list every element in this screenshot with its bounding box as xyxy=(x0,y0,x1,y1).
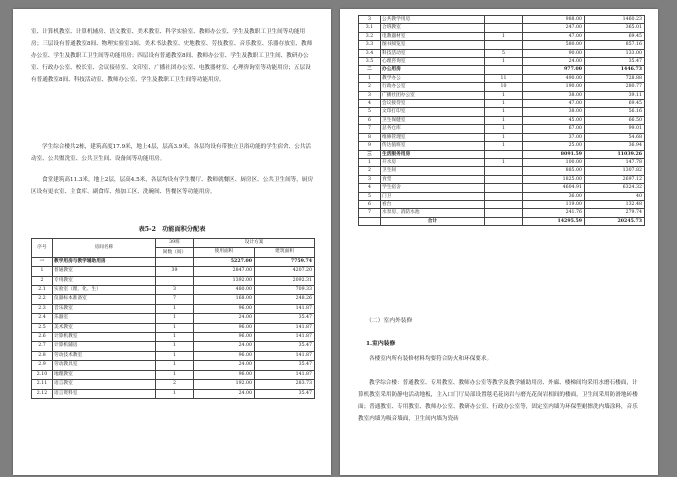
cell-build-area: 857.16 xyxy=(585,41,645,49)
cell-build-area: 248.26 xyxy=(255,295,315,304)
cell-name: 电教器材室 xyxy=(381,32,485,40)
cell-seq: 三 xyxy=(359,150,381,158)
cell-seq: 2.10 xyxy=(32,370,53,379)
cell-count: 1 xyxy=(485,100,523,108)
cell-use-area: 977.00 xyxy=(523,66,585,74)
cell-use-area: 96.00 xyxy=(194,370,255,379)
cell-name: 合班教室 xyxy=(381,24,485,32)
cell-name: 图书阅览室 xyxy=(381,41,485,49)
cell-seq: 3 xyxy=(359,91,381,99)
cell-name: 语言资料室 xyxy=(53,389,156,398)
table-row xyxy=(359,116,645,124)
cell-name: 教学用房与教学辅助用房 xyxy=(53,257,156,266)
cell-build-area: 2092.31 xyxy=(255,276,315,285)
table-row xyxy=(32,276,315,285)
cell-seq: 5 xyxy=(359,192,381,200)
table-row xyxy=(32,370,315,379)
cell-name: 合计 xyxy=(381,217,485,225)
cell-name: 办公用房 xyxy=(381,66,485,74)
cell-count xyxy=(485,184,523,192)
cell-seq: 7 xyxy=(359,209,381,217)
table-row xyxy=(359,32,645,40)
cell-use-area: 988.00 xyxy=(523,16,585,24)
header-design: 设计方案 xyxy=(194,239,315,248)
cell-name: 音乐教室 xyxy=(53,304,156,313)
cell-count: 1 xyxy=(485,116,523,124)
body-paragraph xyxy=(358,353,641,365)
header-class-count: 39班 xyxy=(156,239,194,248)
cell-build-area: 279.74 xyxy=(585,209,645,217)
header-use-area: 使用面积 xyxy=(194,248,255,257)
body-paragraph-text: 教学综合楼：普通教室、专用教室、教师办公室等教学及教学辅助用房、外廊、楼梯间均采用水磨石楼面，计算机教室采用防静电活动地板，主入口门厅局部设置毯毛花岗岩与磨光花岗岩相间的楼面，卫生间采用防滑地砖楼面；普通教室、专用教室、教师办公室、教研办公室、行政办公室等，固定室内墙为环保型耐擦洗内墙涂料，音乐教室内墙为吸音墙面，卫生间内墙为瓷砖 xyxy=(358,380,638,422)
cell-build-area: 141.87 xyxy=(255,333,315,342)
table-row xyxy=(32,267,315,276)
cell-build-area: 66.50 xyxy=(585,116,645,124)
cell-count xyxy=(485,66,523,74)
cell-build-area: 1460.23 xyxy=(585,16,645,24)
cell-name: 广播社团办公室 xyxy=(381,91,485,99)
cell-use-area: 24.00 xyxy=(194,314,255,323)
cell-name: 计算机教室 xyxy=(53,333,156,342)
function-area-table xyxy=(31,238,315,399)
table-row xyxy=(359,192,645,200)
cell-build-area: 35.47 xyxy=(255,389,315,398)
cell-seq xyxy=(359,217,381,225)
table-row xyxy=(359,41,645,49)
cell-seq: 2.12 xyxy=(32,389,53,398)
body-paragraph xyxy=(31,141,314,165)
cell-name: 维修管理室 xyxy=(381,133,485,141)
table-row xyxy=(359,49,645,57)
cell-name: 美术教室 xyxy=(53,323,156,332)
cell-name: 专用教室 xyxy=(53,276,156,285)
cell-build-area: 141.87 xyxy=(255,351,315,360)
cell-count: 5 xyxy=(485,49,523,57)
cell-use-area: 47.00 xyxy=(523,100,585,108)
cell-build-area: 133.00 xyxy=(585,49,645,57)
cell-use-area: 247.00 xyxy=(523,24,585,32)
cell-name: 教学办公 xyxy=(381,74,485,82)
cell-build-area: 11039.26 xyxy=(585,150,645,158)
cell-name: 总务仓库 xyxy=(381,125,485,133)
table-row xyxy=(32,380,315,389)
cell-use-area: 38.00 xyxy=(523,91,585,99)
cell-name: 卫生保健室 xyxy=(381,116,485,124)
cell-use-area: 96.00 xyxy=(194,351,255,360)
cell-build-area: 4207.20 xyxy=(255,267,315,276)
cell-count xyxy=(485,200,523,208)
cell-build-area: 69.45 xyxy=(585,32,645,40)
cell-count: 1 xyxy=(156,314,194,323)
table-row xyxy=(32,361,315,370)
cell-build-area: 20245.73 xyxy=(585,217,645,225)
table-row xyxy=(32,304,315,313)
table-caption: 表5-2 功能面积分配表 xyxy=(138,226,206,233)
body-paragraph-text: 学生综合楼共2栋，建筑高度17.9米，地上4层，层高3.9米，各层均设有带独立卫浴功能的学生宿舍、公共活动室、公共盥洗室、公共卫生间、设备间等功能用房。 xyxy=(31,144,312,162)
cell-name: 门卫 xyxy=(381,192,485,200)
cell-build-area: 40 xyxy=(585,192,645,200)
cell-count: 39 xyxy=(156,267,194,276)
cell-name: 文印打印室 xyxy=(381,108,485,116)
cell-build-area: 141.87 xyxy=(255,323,315,332)
cell-seq: 2.3 xyxy=(32,304,53,313)
table-row xyxy=(359,66,645,74)
header-name: 房间名称 xyxy=(53,239,156,258)
table-row xyxy=(359,83,645,91)
cell-build-area: 35.47 xyxy=(255,314,315,323)
table-row xyxy=(32,286,315,295)
cell-build-area: 69.45 xyxy=(585,100,645,108)
table-row xyxy=(359,142,645,150)
cell-seq: 3.3 xyxy=(359,41,381,49)
cell-count: 11 xyxy=(485,74,523,82)
header-seq: 序号 xyxy=(32,239,53,258)
cell-build-area: 99.01 xyxy=(585,125,645,133)
cell-count: 1 xyxy=(485,133,523,141)
cell-build-area: 365.01 xyxy=(585,24,645,32)
cell-count xyxy=(485,167,523,175)
cell-count: 1 xyxy=(485,108,523,116)
cell-use-area: 580.00 xyxy=(523,41,585,49)
table-row xyxy=(359,74,645,82)
cell-seq: 4 xyxy=(359,184,381,192)
cell-name: 普通教室 xyxy=(53,267,156,276)
table-row xyxy=(32,351,315,360)
cell-count: 1 xyxy=(156,342,194,351)
cell-use-area: 45.00 xyxy=(523,116,585,124)
cell-use-area: 2847.00 xyxy=(194,267,255,276)
cell-seq: 1 xyxy=(359,74,381,82)
cell-use-area: 24.00 xyxy=(194,361,255,370)
cell-count xyxy=(485,192,523,200)
cell-name: 语言教室 xyxy=(53,380,156,389)
cell-name: 地理教室 xyxy=(53,370,156,379)
cell-seq: 2.8 xyxy=(32,351,53,360)
cell-build-area: 280.77 xyxy=(585,83,645,91)
cell-use-area: 192.00 xyxy=(194,380,255,389)
cell-build-area: 39.11 xyxy=(585,91,645,99)
cell-build-area: 1307.82 xyxy=(585,167,645,175)
cell-use-area: 24.00 xyxy=(194,389,255,398)
cell-build-area: 728.88 xyxy=(585,74,645,82)
cell-count: 1 xyxy=(156,304,194,313)
cell-count: 2 xyxy=(156,380,194,389)
cell-use-area: 490.00 xyxy=(523,74,585,82)
cell-count: 10 xyxy=(485,83,523,91)
cell-use-area: 14295.59 xyxy=(523,217,585,225)
cell-use-area: 119.00 xyxy=(523,200,585,208)
cell-name: 科技活动室 xyxy=(381,49,485,57)
cell-seq: 3.1 xyxy=(359,24,381,32)
cell-name: 心理咨询室 xyxy=(381,58,485,66)
cell-use-area: 67.00 xyxy=(523,125,585,133)
cell-count xyxy=(485,209,523,217)
cell-seq: 3.4 xyxy=(359,49,381,57)
cell-use-area: 1392.00 xyxy=(194,276,255,285)
table-row xyxy=(359,58,645,66)
cell-use-area: 100.00 xyxy=(523,158,585,166)
cell-use-area: 885.00 xyxy=(523,167,585,175)
cell-count: 3 xyxy=(156,286,194,295)
cell-use-area: 1825.00 xyxy=(523,175,585,183)
table-row xyxy=(359,16,645,24)
cell-build-area: 147.78 xyxy=(585,158,645,166)
cell-name: 公共教学用房 xyxy=(381,16,485,24)
cell-count: 1 xyxy=(156,351,194,360)
cell-name: 劳动教具室 xyxy=(53,361,156,370)
cell-count: 1 xyxy=(485,125,523,133)
cell-build-area: 6324.32 xyxy=(585,184,645,192)
cell-build-area: 141.87 xyxy=(255,370,315,379)
cell-use-area: 47.00 xyxy=(523,32,585,40)
function-area-table-continued xyxy=(358,15,645,226)
table-row xyxy=(359,91,645,99)
body-paragraph-text: 各楼室内所有装修材料均要符合防火和环保要求。 xyxy=(369,356,493,362)
cell-name: 传达值班室 xyxy=(381,142,485,150)
cell-seq: 3.2 xyxy=(359,32,381,40)
cell-build-area: 35.47 xyxy=(585,58,645,66)
cell-use-area: 96.00 xyxy=(194,304,255,313)
cell-seq: 2 xyxy=(359,167,381,175)
cell-seq: 7 xyxy=(359,125,381,133)
cell-name: 劳动技术教室 xyxy=(53,351,156,360)
cell-name: 行政办公室 xyxy=(381,83,485,91)
cell-build-area: 35.47 xyxy=(255,342,315,351)
cell-name: 仪器标本准备室 xyxy=(53,295,156,304)
cell-name: 卫生间 xyxy=(381,167,485,175)
cell-build-area: 141.87 xyxy=(255,304,315,313)
cell-count: 7 xyxy=(156,295,194,304)
cell-count: 1 xyxy=(156,361,194,370)
cell-seq: 2.11 xyxy=(32,380,53,389)
cell-count xyxy=(485,16,523,24)
cell-name: 乐器室 xyxy=(53,314,156,323)
cell-seq: 2.2 xyxy=(32,295,53,304)
table-row xyxy=(359,125,645,133)
cell-seq: 2.9 xyxy=(32,361,53,370)
cell-count: 1 xyxy=(485,58,523,66)
left-page xyxy=(13,9,331,475)
cell-use-area: 36.00 xyxy=(523,192,585,200)
cell-name: 水泵房、消防水池 xyxy=(381,209,485,217)
table-row xyxy=(32,295,315,304)
cell-count: 1 xyxy=(156,323,194,332)
cell-count: 1 xyxy=(485,32,523,40)
cell-seq: 2 xyxy=(359,83,381,91)
cell-count xyxy=(485,24,523,32)
table-row xyxy=(32,314,315,323)
cell-name: 实验室（理、化、生） xyxy=(53,286,156,295)
table-row xyxy=(32,333,315,342)
cell-use-area: 25.00 xyxy=(523,142,585,150)
cell-build-area: 709.33 xyxy=(255,286,315,295)
cell-seq: 2.5 xyxy=(32,323,53,332)
cell-use-area: 37.00 xyxy=(523,133,585,141)
cell-count: 1 xyxy=(485,91,523,99)
cell-count xyxy=(485,41,523,49)
section-heading: （二）室内外装修 xyxy=(366,318,413,324)
cell-build-area: 54.68 xyxy=(585,133,645,141)
cell-seq: 9 xyxy=(359,142,381,150)
table-row xyxy=(359,209,645,217)
cell-seq: 1 xyxy=(32,267,53,276)
cell-seq: 6 xyxy=(359,116,381,124)
cell-count: 1 xyxy=(485,158,523,166)
cell-build-area: 7759.74 xyxy=(255,257,315,266)
cell-count: 1 xyxy=(156,389,194,398)
cell-build-area: 36.94 xyxy=(585,142,645,150)
cell-use-area: 96.00 xyxy=(194,333,255,342)
cell-count: 1 xyxy=(156,333,194,342)
cell-seq: 2.4 xyxy=(32,314,53,323)
table-row xyxy=(359,167,645,175)
table-row xyxy=(359,24,645,32)
cell-seq: 2.1 xyxy=(32,286,53,295)
cell-name: 生活服务用房 xyxy=(381,150,485,158)
header-build-area: 建筑面积 xyxy=(255,248,315,257)
table-row xyxy=(359,133,645,141)
cell-count xyxy=(485,150,523,158)
cell-build-area: 1446.73 xyxy=(585,66,645,74)
cell-use-area: 241.76 xyxy=(523,209,585,217)
cell-count: 1 xyxy=(156,370,194,379)
cell-count xyxy=(156,257,194,266)
body-paragraph xyxy=(31,174,314,198)
table-row xyxy=(32,257,315,266)
cell-seq: 一 xyxy=(32,257,53,266)
table-row xyxy=(32,389,315,398)
cell-use-area: 38.00 xyxy=(523,108,585,116)
cell-name: 计算机辅房 xyxy=(53,342,156,351)
cell-seq: 8 xyxy=(359,133,381,141)
body-paragraph xyxy=(358,377,641,425)
cell-count xyxy=(485,217,523,225)
right-page xyxy=(340,9,658,475)
sub-heading: 1.室内装修 xyxy=(366,341,396,347)
cell-use-area: 90.00 xyxy=(523,49,585,57)
cell-seq: 2.7 xyxy=(32,342,53,351)
table-row xyxy=(32,342,315,351)
cell-use-area: 8091.59 xyxy=(523,150,585,158)
table-row xyxy=(359,175,645,183)
table-row xyxy=(359,184,645,192)
cell-use-area: 24.00 xyxy=(194,342,255,351)
cell-seq: 二 xyxy=(359,66,381,74)
cell-seq: 2 xyxy=(32,276,53,285)
table-row xyxy=(359,217,645,225)
cell-use-area: 168.00 xyxy=(194,295,255,304)
cell-name: 食堂 xyxy=(381,175,485,183)
table-row xyxy=(32,323,315,332)
cell-build-area: 132.48 xyxy=(585,200,645,208)
table-row xyxy=(359,100,645,108)
cell-use-area: 5227.00 xyxy=(194,257,255,266)
body-paragraph-text: 食堂建筑高11.3米，地上2层，层高4.5米，各层均设有学生餐厅、教师就餐区、厨房区、公共卫生间等，厨房区设有更衣室、主食库、副食库、热加工区、洗碗间、售餐区等功能用房。 xyxy=(31,177,314,195)
cell-use-area: 480.00 xyxy=(194,286,255,295)
cell-use-area: 24.00 xyxy=(523,58,585,66)
cell-build-area: 35.47 xyxy=(255,361,315,370)
cell-seq: 1 xyxy=(359,158,381,166)
cell-count xyxy=(156,276,194,285)
cell-name: 学生宿舍 xyxy=(381,184,485,192)
cell-use-area: 190.00 xyxy=(523,83,585,91)
cell-count xyxy=(485,175,523,183)
cell-count: 1 xyxy=(485,142,523,150)
cell-build-area: 2697.12 xyxy=(585,175,645,183)
cell-seq: 2.6 xyxy=(32,333,53,342)
header-room-count: 间数（间） xyxy=(156,248,194,257)
cell-use-area: 4604.91 xyxy=(523,184,585,192)
cell-use-area: 96.00 xyxy=(194,323,255,332)
cell-seq: 4 xyxy=(359,100,381,108)
cell-name: 看台 xyxy=(381,200,485,208)
cell-build-area: 56.16 xyxy=(585,108,645,116)
table-row xyxy=(359,158,645,166)
cell-seq: 3.5 xyxy=(359,58,381,66)
cell-seq: 5 xyxy=(359,108,381,116)
cell-name: 会议接待室 xyxy=(381,100,485,108)
table-row xyxy=(359,150,645,158)
table-row xyxy=(359,200,645,208)
cell-seq: 6 xyxy=(359,200,381,208)
table-row xyxy=(359,108,645,116)
body-paragraph: 室、计算机教室、计算机辅房、语文教室、美术教室、科学实验室、教师办公室、学生及教职工卫生间等功能用房；三层设有普通教室8间、物理实验室3间、美术书法教室、史地教室、劳技教室、音乐教室、乐器存放室、教师办公室、学生及教职工卫生间等功能用房；四层设有普通教室8间、教师办公室、学生及教职工卫生间、教研办公室、行政办公室、校长室、会议接待室、文印室、广播社团办公室、电教器材室、心理咨询室等功能用房；五层设有普通教室8间、科技活动室、教师办公室、学生及教职工卫生间等功能用房。 xyxy=(31,29,313,83)
cell-build-area: 283.73 xyxy=(255,380,315,389)
cell-seq: 3 xyxy=(359,175,381,183)
cell-seq: 3 xyxy=(359,16,381,24)
cell-name: 开水房 xyxy=(381,158,485,166)
